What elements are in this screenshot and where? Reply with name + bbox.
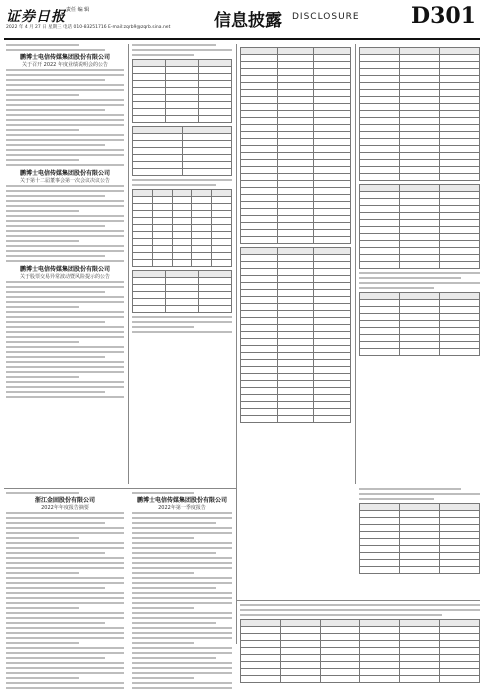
newspaper-logo: 证券日报: [6, 9, 66, 25]
issue-date: 2022 年 4 月 27 日 星期三: [6, 25, 62, 30]
notice-title: 2022年第一季度报告: [158, 505, 206, 511]
table-column-2: [132, 44, 232, 484]
table-column-4-lower: [359, 488, 480, 596]
table-column-4: [359, 44, 480, 484]
section-divider: [4, 488, 236, 489]
financial-table: [359, 184, 480, 269]
financial-table: [240, 247, 351, 423]
section-divider: [237, 600, 480, 601]
masthead: [0, 0, 484, 40]
financial-table: [359, 503, 480, 574]
masthead-rule: [4, 38, 480, 40]
editor-line: 责任 编 辑: [66, 7, 90, 13]
page-number: D301: [410, 3, 476, 29]
notice-company: 鹏博士电信传媒集团股份有限公司: [19, 54, 110, 61]
column-divider: [355, 44, 356, 484]
financial-table: [240, 47, 351, 244]
bottom-band: [240, 604, 480, 696]
notice-column-bottom-left: [6, 492, 124, 696]
column-divider: [236, 44, 237, 644]
section-title-en: DISCLOSURE: [292, 12, 360, 22]
financial-table: [359, 292, 480, 356]
notice-title: 2022年年度报告摘要: [41, 505, 89, 511]
financial-table: [132, 270, 232, 313]
notice-company: 鹏博士电信传媒集团股份有限公司: [19, 170, 110, 177]
financial-table: [132, 126, 232, 176]
notice-column-1: [6, 44, 124, 484]
table-column-3: [240, 44, 351, 596]
notice-company: 鹏博士电信传媒集团股份有限公司: [136, 497, 227, 504]
notice-column-bottom-2: [132, 492, 232, 696]
notice-company: 浙江金固股份有限公司: [34, 497, 95, 504]
notice-title: 关于股票交易异常波动暨风险提示的公告: [19, 274, 110, 280]
notice-company: 鹏博士电信传媒集团股份有限公司: [19, 266, 110, 273]
contact-info: 电话 010-83251716 E-mail:zqrb9@zqrb.sina.net: [63, 25, 171, 30]
notice-title: 关于召开 2022 年度业绩说明会的公告: [22, 62, 108, 68]
financial-table: [132, 59, 232, 123]
section-title-cn: 信息披露: [214, 11, 282, 31]
financial-table: [359, 47, 480, 181]
notice-title: 关于第十二届董事会第一次会议决议公告: [19, 178, 110, 184]
column-divider: [128, 44, 129, 484]
financial-table: [240, 619, 480, 683]
issue-date-contact: [6, 24, 170, 30]
financial-table: [132, 189, 232, 267]
